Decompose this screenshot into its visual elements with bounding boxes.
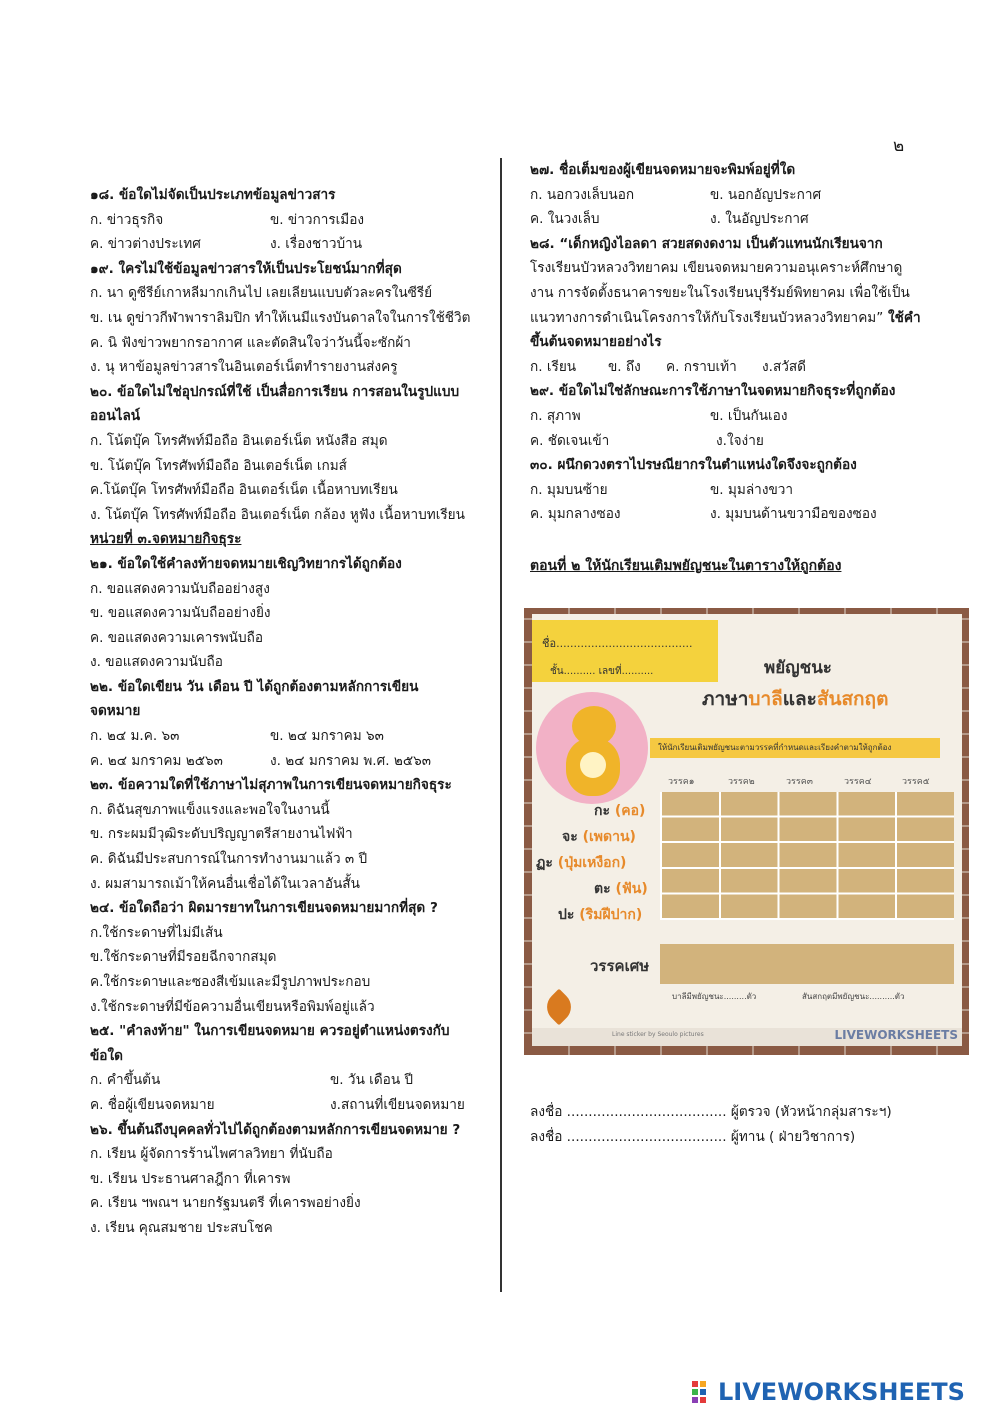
question-18: ๑๘. ข้อใดไม่จัดเป็นประเภทข้อมูลข่าวสาร xyxy=(90,187,336,203)
row-place: (เพดาน) xyxy=(582,829,636,845)
option: ก. ๒๔ ม.ค. ๖๓ xyxy=(90,728,180,745)
option: ข. ขอแสดงความนับถืออย่างยิ่ง xyxy=(90,605,271,622)
row-label xyxy=(594,800,645,822)
option: ค. ดิฉันมีประสบการณ์ในการทำงานมาแล้ว ๓ ปี xyxy=(90,851,368,868)
column-header: วรรค๕ xyxy=(902,777,930,787)
option: ข. ข่าวการเมือง xyxy=(270,211,365,228)
worksheet-logo: LIVEWORKSHEETS xyxy=(834,1028,958,1042)
option: ก.ใช้กระดาษที่ไม่มีเส้น xyxy=(90,924,223,941)
option: ข. กระผมมีวุฒิระดับปริญญาตรีสายงานไฟฟ้า xyxy=(90,826,353,843)
option: ค. กราบเท้า xyxy=(666,358,737,375)
leaf-icon xyxy=(541,989,578,1026)
option: ง.สถานที่เขียนจดหมาย xyxy=(330,1096,465,1113)
column-header: วรรค๔ xyxy=(844,777,872,787)
row-place: (ฟัน) xyxy=(615,881,648,897)
option: ง. นุ หาข้อมูลข่าวสารในอินเตอร์เน็ตทำรายงานส่งครู xyxy=(90,359,398,376)
row-place: (ริมฝีปาก) xyxy=(579,907,643,923)
option: ข. เน ดูข่าวกีฬาพาราลิมปิก ทำให้เนมีแรงบันดาลใจในการใช้ชีวิต xyxy=(90,309,471,326)
bear-illustration xyxy=(536,692,648,804)
option: ง.ใช้กระดาษที่มีข้อความอื่นเขียนหรือพิมพ์อยู่แล้ว xyxy=(90,998,375,1015)
subtitle-part: บาลี xyxy=(748,688,783,710)
worksheet-title: พยัญชนะ xyxy=(764,658,832,678)
column-header: วรรค๓ xyxy=(786,777,813,787)
row-letter: ปะ xyxy=(558,907,580,923)
row-label xyxy=(562,826,636,848)
right-column xyxy=(530,158,930,527)
extra-row-box[interactable] xyxy=(660,944,954,984)
option: ก. ข่าวธุรกิจ xyxy=(90,211,164,228)
option: ง. เรียน คุณสมชาย ประสบโชค xyxy=(90,1219,273,1236)
option: ข.ใช้กระดาษที่มีรอยฉีกจากสมุด xyxy=(90,949,277,966)
option: ง. โน้ตบุ๊ค โทรศัพท์มือถือ อินเตอร์เน็ต กล้อง หูฟัง เนื้อหาบทเรียน xyxy=(90,506,465,523)
option: ก. โน้ตบุ๊ค โทรศัพท์มือถือ อินเตอร์เน็ต หนังสือ สมุด xyxy=(90,432,388,449)
question-28-number: ๒๘. “เด็กหญิงไอลดา สวยสดงดงาม เป็นตัวแทนนักเรียนจาก xyxy=(530,235,883,252)
question-22: ๒๒. ข้อใดเขียน วัน เดือน ปี ได้ถูกต้องตามหลักการเขียน xyxy=(90,678,419,695)
question-28-line: โรงเรียนบัวหลวงวิทยาคม เขียนจดหมายความอนุเคราะห์ศึกษาดู xyxy=(530,260,903,277)
question-28-line xyxy=(530,232,930,257)
row-place: (ปุ่มเหงือก) xyxy=(557,855,627,871)
section-2-heading: ตอนที่ ๒ ให้นักเรียนเติมพยัญชนะในตารางให้ถูกต้อง xyxy=(530,558,842,574)
signature-line-reviewer: ลงชื่อ ..................................... ผู้ตรวจ (หัวหน้ากลุ่มสาระฯ) xyxy=(530,1104,892,1120)
credit-text: Line sticker by Seoulo pictures xyxy=(612,1031,704,1038)
option: ง. ผมสามารถเม้าให้คนอื่นเชื่อได้ในเวลาอันสั้น xyxy=(90,875,360,892)
column-divider xyxy=(500,158,502,1292)
option: ข. ๒๔ มกราคม ๖๓ xyxy=(270,728,384,745)
question-28-line: งาน การจัดตั้งธนาคารขยะในโรงเรียนบุรีรัมย์พิทยาคม เพื่อใช้เป็น xyxy=(530,284,910,301)
question-22-cont: จดหมาย xyxy=(90,703,141,720)
option: ก. ขอแสดงความนับถืออย่างสูง xyxy=(90,580,270,597)
option: ก. นา ดูซีรีย์เกาหลีมากเกินไป เลยเลียนแบบตัวละครในซีรีย์ xyxy=(90,285,433,302)
question-28-line xyxy=(530,306,930,331)
option: ค. มุมกลางซอง xyxy=(530,506,621,523)
question-26: ๒๖. ขึ้นต้นถึงบุคคลทั่วไปได้ถูกต้องตามหลักการเขียนจดหมาย ? xyxy=(90,1121,461,1138)
option: ค. ขอแสดงความเคารพนับถือ xyxy=(90,629,263,646)
question-25: ๒๕. "คำลงท้าย" ในการเขียนจดหมาย ควรอยู่ตำแหน่งตรงกับ xyxy=(90,1023,450,1040)
option: ก. มุมบนซ้าย xyxy=(530,481,608,498)
name-line: ชื่อ....................................... xyxy=(542,637,693,650)
row-label xyxy=(558,904,642,926)
question-28-ask: ใช้คำ xyxy=(883,309,921,326)
option: ค. เรียน ฯพณฯ นายกรัฐมนตรี ที่เคารพอย่างยิ่ง xyxy=(90,1195,361,1212)
subtitle-part: ภาษา xyxy=(702,688,749,710)
sanskrit-count: สันสกฤตมีพยัญชนะ..........ตัว xyxy=(802,992,905,1001)
worksheet-subtitle xyxy=(702,684,888,714)
bear-head xyxy=(572,706,616,746)
row-letter: ตะ xyxy=(594,881,616,897)
subtitle-part: และ xyxy=(782,688,817,710)
pali-count: บาลีมีพยัญชนะ.........ตัว xyxy=(672,992,757,1001)
option: ค. ในวงเล็บ xyxy=(530,211,600,228)
class-line: ชั้น.......... เลขที่.......... xyxy=(550,666,654,677)
option: ข. ถึง xyxy=(608,358,641,375)
option: ก. สุภาพ xyxy=(530,407,581,424)
consonant-grid[interactable] xyxy=(660,792,954,920)
extra-row-label: วรรคเศษ xyxy=(590,957,650,975)
question-28-text: แนวทางการดำเนินโครงการให้กับโรงเรียนบัวหลวงวิทยาคม” xyxy=(530,309,884,326)
option: ข. โน้ตบุ๊ค โทรศัพท์มือถือ อินเตอร์เน็ต เกมส์ xyxy=(90,457,347,474)
option: ค.ใช้กระดาษและซองสีเข้มและมีรูปภาพประกอบ xyxy=(90,974,371,990)
question-20: ๒๐. ข้อใดไม่ใช่อุปกรณ์ที่ใช้ เป็นสื่อการเรียน การสอนในรูปแบบ xyxy=(90,383,460,400)
liveworksheets-brand[interactable] xyxy=(692,1372,965,1412)
option: ก. เรียน ผู้จัดการร้านไพศาลวิทยา ที่นับถือ xyxy=(90,1146,333,1163)
option: ง. ในอัญประกาศ xyxy=(710,211,809,228)
name-banner xyxy=(532,620,718,682)
row-letter: กะ xyxy=(594,803,615,819)
option: ง.ใจง่าย xyxy=(716,432,764,449)
option: ง.สวัสดี xyxy=(762,358,807,375)
row-letter: ฏะ xyxy=(536,855,558,871)
question-25-cont: ข้อใด xyxy=(90,1047,123,1064)
row-place: (คอ) xyxy=(614,803,646,819)
option: ค.โน้ตบุ๊ค โทรศัพท์มือถือ อินเตอร์เน็ต เนื้อหาบทเรียน xyxy=(90,482,398,499)
option: ค. นิ ฟังข่าวพยากรอากาศ และตัดสินใจว่าวันนี้จะซักผ้า xyxy=(90,334,411,351)
page-number: ๒ xyxy=(893,136,905,156)
unit-heading: หน่วยที่ ๓.จดหมายกิจธุระ xyxy=(90,531,242,548)
question-27: ๒๗. ชื่อเต็มของผู้เขียนจดหมายจะพิมพ์อยู่ที่ใด xyxy=(530,162,796,178)
question-19: ๑๙. ใครไม่ใช้ข้อมูลข่าวสารให้เป็นประโยชน์มากที่สุด xyxy=(90,260,402,277)
option: ก. เรียน xyxy=(530,358,577,375)
option: ค. ชื่อผู้เขียนจดหมาย xyxy=(90,1096,215,1113)
worksheet-instruction: ให้นักเรียนเติมพยัญชนะตามวรรคที่กำหนดและเรียงคำตามให้ถูกต้อง xyxy=(650,738,940,758)
row-label xyxy=(536,852,626,874)
brand-name: LIVEWORKSHEETS xyxy=(718,1378,965,1406)
option: ง. ๒๔ มกราคม พ.ศ. ๒๕๖๓ xyxy=(270,752,432,769)
option: ค. ข่าวต่างประเทศ xyxy=(90,236,201,253)
option: ก. คำขึ้นต้น xyxy=(90,1072,161,1089)
option: ข. วัน เดือน ปี xyxy=(330,1072,414,1089)
bear-belly xyxy=(580,752,606,778)
option: ง. ขอแสดงความนับถือ xyxy=(90,654,223,671)
signature-block xyxy=(530,1100,892,1149)
option: ค. ชัดเจนเข้า xyxy=(530,432,610,449)
subtitle-part: สันสกฤต xyxy=(816,688,889,710)
option: ง. มุมบนด้านขวามือของซอง xyxy=(710,506,877,523)
option: ข. เป็นกันเอง xyxy=(710,407,788,424)
question-23: ๒๓. ข้อความใดที่ใช้ภาษาไม่สุภาพในการเขียนจดหมายกิจธุระ xyxy=(90,777,452,794)
option: ก. นอกวงเล็บนอก xyxy=(530,186,635,203)
column-header: วรรค๒ xyxy=(728,777,755,787)
option: ก. ดิฉันสุขภาพแข็งแรงและพอใจในงานนี้ xyxy=(90,801,330,818)
left-column xyxy=(90,183,492,1241)
option: ข. นอกอัญประกาศ xyxy=(710,186,822,203)
worksheet-image xyxy=(524,608,969,1055)
signature-line-academic: ลงชื่อ ..................................... ผู้ทาน ( ฝ่ายวิชาการ) xyxy=(530,1128,856,1145)
option: ง. เรื่องชาวบ้าน xyxy=(270,236,363,253)
question-28-ask-cont: ขึ้นต้นจดหมายอย่างไร xyxy=(530,334,662,351)
worksheet-card xyxy=(532,614,962,1046)
question-29: ๒๙. ข้อใดไม่ใช่ลักษณะการใช้ภาษาในจดหมายกิจธุระที่ถูกต้อง xyxy=(530,383,896,400)
option: ข. มุมล่างขวา xyxy=(710,481,794,498)
option: ค. ๒๔ มกราคม ๒๕๖๓ xyxy=(90,752,223,769)
question-30: ๓๐. ผนึกดวงตราไปรษณียากรในตำแหน่งใดจึงจะถูกต้อง xyxy=(530,457,857,474)
row-letter: จะ xyxy=(562,829,583,845)
question-20-cont: ออนไลน์ xyxy=(90,408,141,425)
question-24: ๒๔. ข้อใดถือว่า ผิดมารยาทในการเขียนจดหมายมากที่สุด ? xyxy=(90,900,438,917)
liveworksheets-logo-icon xyxy=(692,1379,714,1405)
row-label xyxy=(594,878,648,900)
question-21: ๒๑. ข้อใดใช้คำลงท้ายจดหมายเชิญวิทยากรได้ถูกต้อง xyxy=(90,555,402,572)
option: ข. เรียน ประธานศาลฎีกา ที่เคารพ xyxy=(90,1170,291,1187)
column-header: วรรค๑ xyxy=(668,777,695,787)
